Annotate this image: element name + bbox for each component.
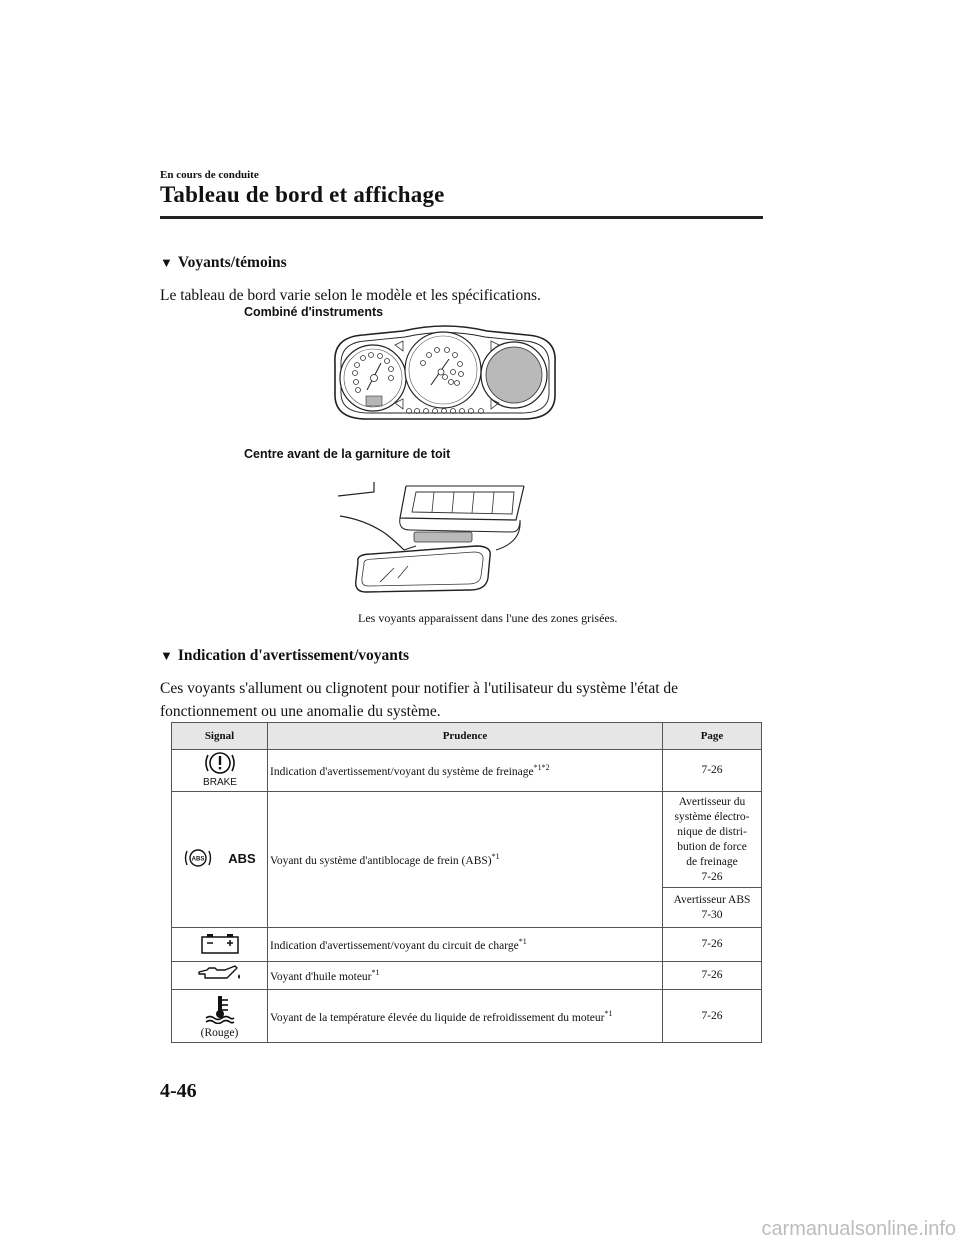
footnote-ref: *1 <box>604 1008 613 1018</box>
page-cell: 7-26 <box>663 990 762 1043</box>
header-page: Page <box>663 723 762 750</box>
svg-text:ABS: ABS <box>227 851 256 866</box>
page-cell: 7-26 <box>663 750 762 792</box>
page-cell <box>663 888 762 928</box>
signal-cell <box>172 990 268 1043</box>
icon-caption: (Rouge) <box>200 1026 239 1039</box>
voyants-intro: Le tableau de bord varie selon le modèle et les spécifications. <box>160 287 541 304</box>
heading-indication-text: Indication d'avertissement/voyants <box>177 647 410 664</box>
signal-cell <box>172 792 268 928</box>
heading-voyants <box>160 254 287 272</box>
triangle-down-icon: ▼ <box>160 255 173 270</box>
oil-can-icon <box>195 964 245 984</box>
footnote-ref: *1 <box>518 937 527 947</box>
prudence-text: Voyant d'huile moteur <box>270 970 372 983</box>
signal-cell <box>172 750 268 792</box>
brake-warning-icon <box>200 751 240 787</box>
indication-intro: Ces voyants s'allument ou clignotent pour notifier à l'utilisateur du système l'état de fonctionnement ou une anomalie du système. <box>160 680 679 720</box>
title-rule <box>160 216 763 219</box>
figure-label-instruments: Combiné d'instruments <box>244 305 384 319</box>
warning-table <box>171 722 762 1043</box>
abs-warning-icon <box>180 845 260 871</box>
prudence-cell <box>268 990 663 1043</box>
signal-cell <box>172 928 268 962</box>
table-row <box>172 928 762 962</box>
footnote-ref: *1*2 <box>533 763 550 773</box>
page-line: système électro- <box>674 810 750 823</box>
prudence-cell <box>268 750 663 792</box>
page-line: Avertisseur du <box>678 795 746 808</box>
table-row <box>172 792 762 888</box>
page-number: 4-46 <box>160 1080 197 1102</box>
battery-charge-icon <box>199 931 241 955</box>
prudence-cell <box>268 792 663 928</box>
figure-label-roof: Centre avant de la garniture de toit <box>244 447 451 461</box>
page-line: 7-30 <box>701 908 723 921</box>
page-title: Tableau de bord et affichage <box>160 182 445 207</box>
page-line: nique de distri- <box>677 825 747 838</box>
footer-watermark: carmanualsonline.info <box>761 1218 956 1240</box>
section-label: En cours de conduite <box>160 169 259 181</box>
prudence-text: Indication d'avertissement/voyant du circuit de charge <box>270 939 519 952</box>
footnote-ref: *1 <box>371 968 380 978</box>
prudence-cell <box>268 928 663 962</box>
page-cell <box>663 792 762 888</box>
roof-console-illustration <box>336 478 526 600</box>
footnote-ref: *1 <box>491 852 500 862</box>
prudence-text: Indication d'avertissement/voyant du système de freinage <box>270 765 534 778</box>
header-prudence: Prudence <box>268 723 663 750</box>
page-line: 7-26 <box>701 870 723 883</box>
figure-caption: Les voyants apparaissent dans l'une des zones grisées. <box>358 611 618 625</box>
heading-indication <box>160 647 409 665</box>
page-line: de freinage <box>686 855 738 868</box>
instrument-cluster-illustration <box>323 323 567 425</box>
page-cell: 7-26 <box>663 962 762 990</box>
coolant-temperature-icon <box>202 994 238 1024</box>
prudence-text: Voyant du système d'antiblocage de frein (ABS) <box>270 854 492 867</box>
heading-voyants-text: Voyants/témoins <box>177 254 287 271</box>
table-row <box>172 750 762 792</box>
svg-text:ABS: ABS <box>191 856 204 863</box>
svg-text:BRAKE: BRAKE <box>202 777 237 787</box>
page-line: Avertisseur ABS <box>673 893 751 906</box>
header-signal: Signal <box>172 723 268 750</box>
prudence-cell <box>268 962 663 990</box>
page-cell: 7-26 <box>663 928 762 962</box>
table-row <box>172 962 762 990</box>
table-row <box>172 990 762 1043</box>
table-header-row <box>172 723 762 750</box>
prudence-text: Voyant de la température élevée du liquide de refroidissement du moteur <box>270 1011 605 1024</box>
page-line: bution de force <box>677 840 747 853</box>
triangle-down-icon: ▼ <box>160 648 173 663</box>
signal-cell <box>172 962 268 990</box>
